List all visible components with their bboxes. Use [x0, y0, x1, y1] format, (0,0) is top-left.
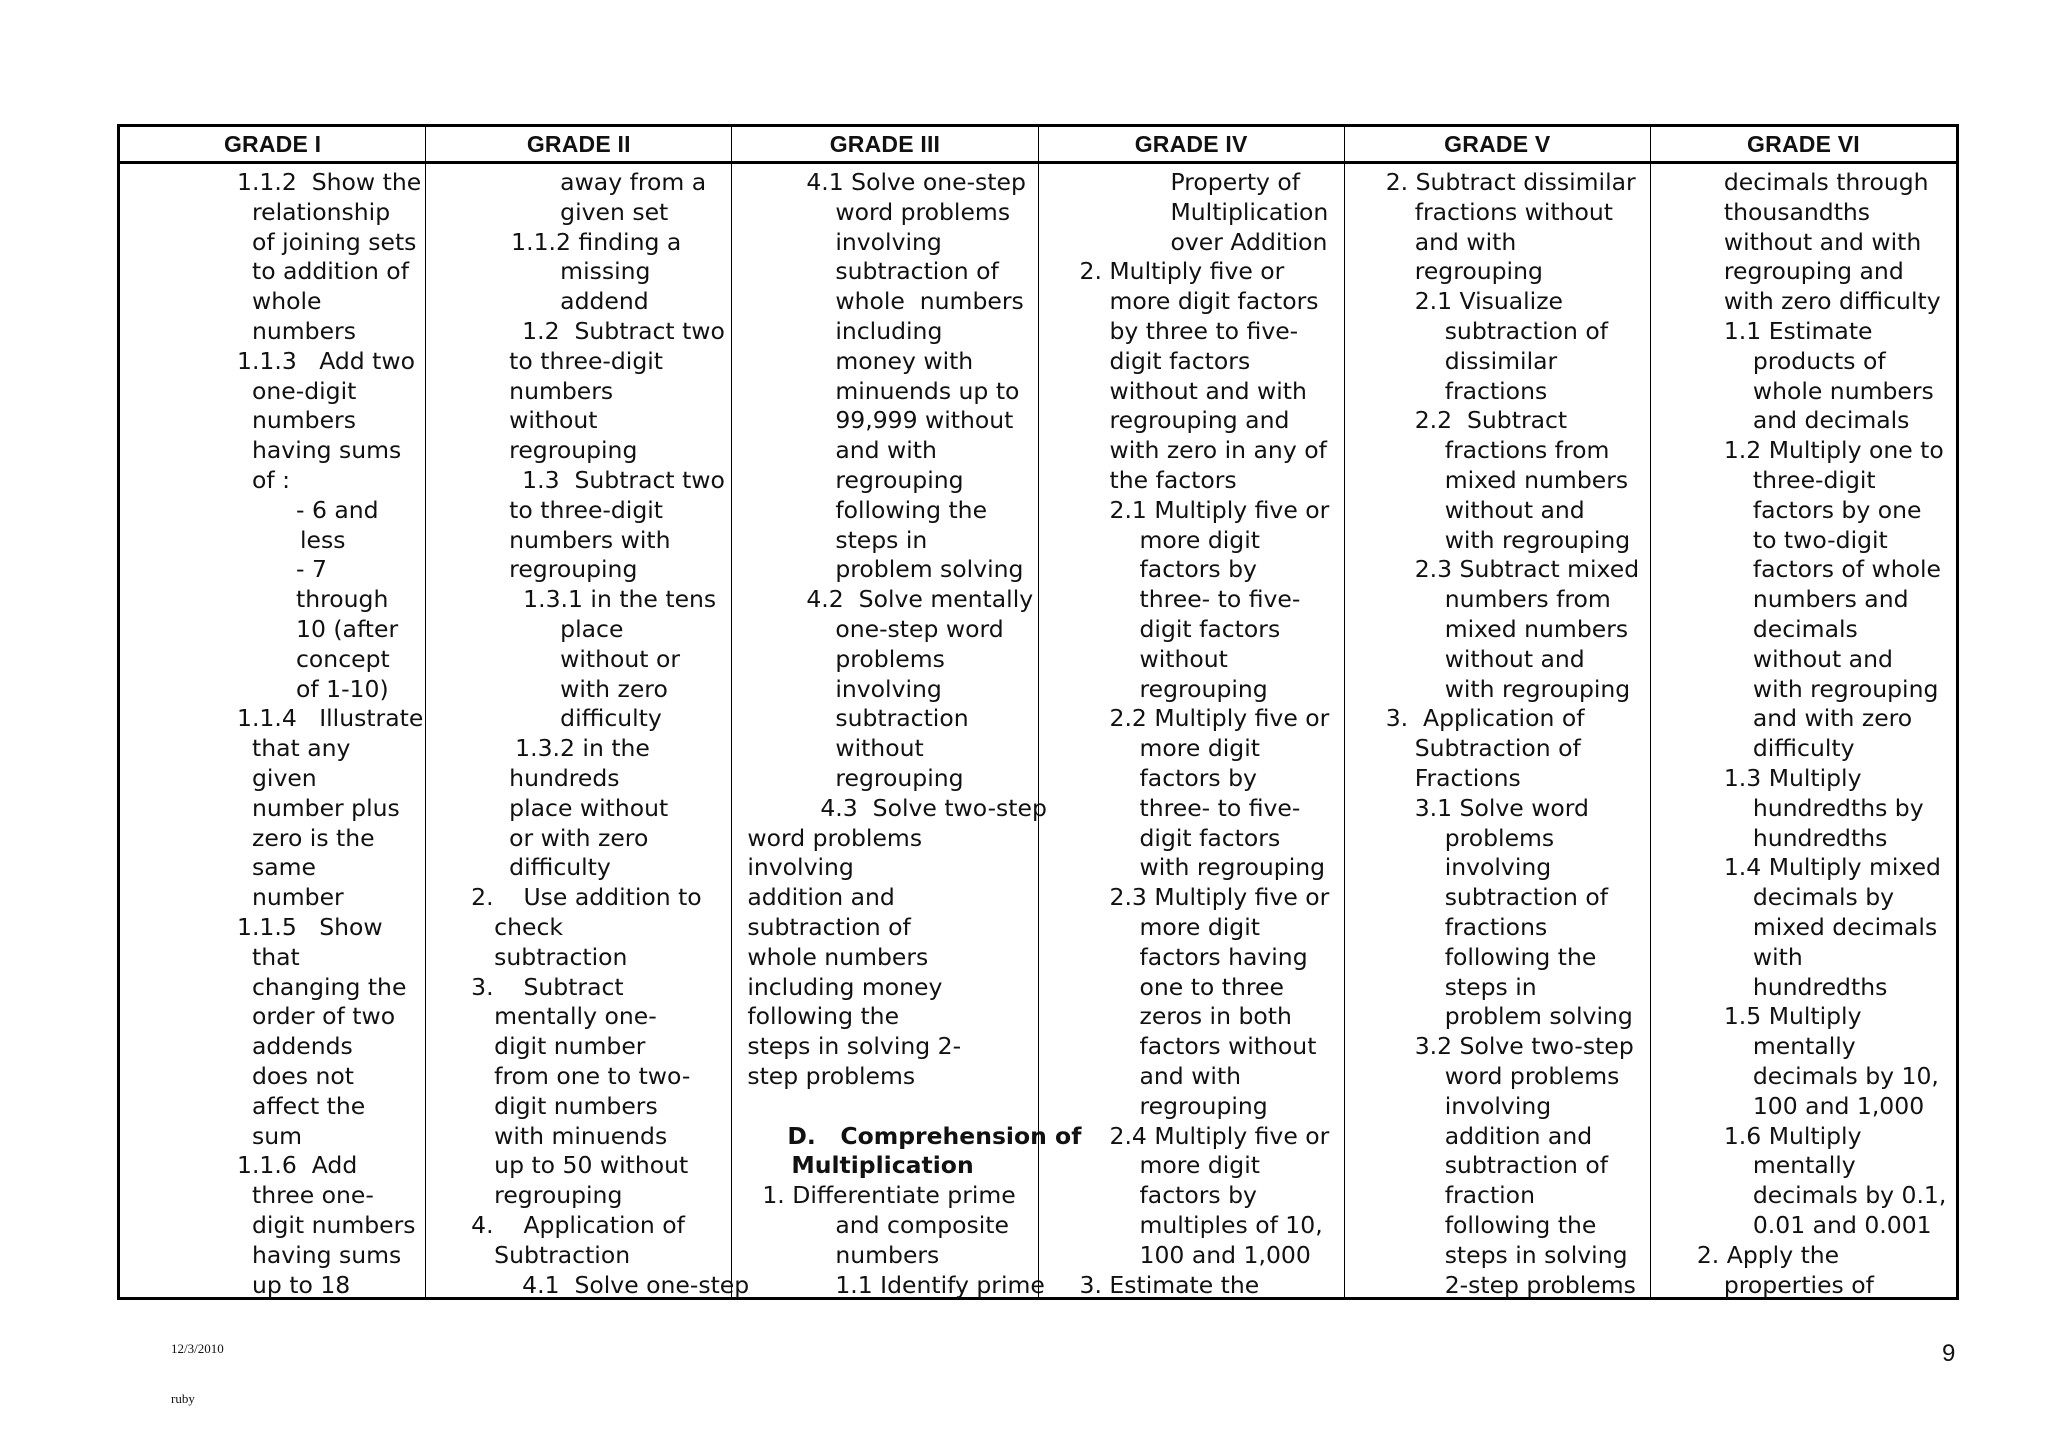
- cell-line: decimals by: [1752, 883, 1895, 912]
- cell-line: numbers with: [509, 525, 671, 554]
- cell-line: regrouping: [509, 436, 638, 465]
- cell-line: factors by: [1139, 555, 1257, 584]
- cell-line: 2. Use addition to: [471, 883, 702, 912]
- cell-line: mixed numbers: [1444, 615, 1629, 643]
- cell-line: products of: [1752, 346, 1886, 375]
- cell-line: 4.3 Solve two-step: [820, 793, 1047, 822]
- cell-line: with zero in any of: [1109, 436, 1327, 465]
- cell-line: 1.1.3 Add two: [237, 346, 415, 375]
- cell-line: involving: [747, 853, 854, 882]
- cell-line: 1.1.4 Illustrate: [237, 704, 424, 733]
- cell-line: including money: [747, 972, 943, 1001]
- cell-line: 100 and 1,000: [1752, 1091, 1925, 1120]
- cell-line: whole: [252, 287, 322, 316]
- cell-line: sum: [252, 1121, 303, 1150]
- cell-line: subtraction of: [1444, 317, 1609, 345]
- cell-line: 3.2 Solve two-step: [1414, 1032, 1634, 1061]
- cell-line: zero is the: [252, 823, 375, 852]
- cell-line: money with: [835, 346, 974, 375]
- cell-line: number: [252, 883, 344, 912]
- cell-line: problem solving: [835, 555, 1024, 584]
- cell-line: involving: [1444, 853, 1552, 882]
- header-grade-3: GRADE III: [731, 127, 1037, 161]
- cell-line: missing: [560, 257, 651, 286]
- cell-line: - 7: [296, 555, 327, 584]
- cell-line: regrouping: [1139, 1091, 1268, 1120]
- cell-line: word problems: [747, 823, 923, 852]
- cell-line: and with: [1139, 1062, 1242, 1090]
- cell-line: 1. Differentiate prime: [762, 1181, 1016, 1210]
- cell-line: 1.5 Multiply: [1723, 1002, 1862, 1031]
- header-grade-6: GRADE VI: [1650, 127, 1956, 161]
- cell-line: more digit factors: [1109, 287, 1319, 316]
- cell-line: without: [509, 406, 598, 435]
- cell-line: place without: [509, 793, 669, 822]
- curriculum-table: [117, 124, 1959, 1300]
- cell-line: following the: [1444, 942, 1597, 971]
- cell-line: steps in solving 2-: [747, 1032, 962, 1061]
- cell-line: regrouping: [494, 1181, 623, 1210]
- cell-line: 2.2 Subtract: [1414, 406, 1568, 435]
- cell-line: fractions: [1444, 913, 1548, 941]
- cell-line: without and: [1752, 644, 1893, 673]
- cell-line: subtraction of: [1444, 883, 1609, 912]
- cell-line: difficulty: [509, 853, 611, 882]
- cell-line: without: [1139, 644, 1228, 673]
- cell-line: and composite: [835, 1211, 1009, 1239]
- cell-line: whole numbers: [1752, 376, 1934, 405]
- cell-line: involving: [1444, 1091, 1552, 1120]
- cell-line: 1.1.2 finding a: [511, 227, 682, 256]
- cell-line: numbers: [509, 376, 614, 405]
- cell-line: one-step word: [835, 615, 1004, 643]
- cell-line: 1.4 Multiply mixed: [1723, 853, 1941, 882]
- cell-line: word problems: [835, 197, 1011, 226]
- cell-line: check: [494, 913, 563, 941]
- cell-line: 1.3 Subtract two: [522, 466, 725, 494]
- cell-line: numbers: [252, 406, 356, 435]
- cell-line: decimals through: [1723, 168, 1929, 196]
- cell-line: by three to five-: [1109, 317, 1299, 345]
- cell-line: to three-digit: [509, 495, 663, 524]
- header-grade-5: GRADE V: [1344, 127, 1650, 161]
- cell-line: D. Comprehension of: [787, 1121, 1082, 1150]
- cell-line: 2.3 Subtract mixed: [1414, 555, 1640, 584]
- cell-line: 1.3.2 in the: [515, 734, 650, 763]
- cell-line: Property of: [1170, 168, 1301, 196]
- table-body-row: [120, 164, 1956, 1297]
- cell-line: up to 50 without: [494, 1151, 689, 1180]
- cell-line: changing the: [252, 972, 407, 1001]
- cell-line: without: [835, 734, 924, 763]
- cell-line: mentally one-: [494, 1002, 657, 1031]
- cell-line: factors without: [1139, 1032, 1317, 1061]
- cell-line: given: [252, 764, 317, 792]
- cell-line: whole numbers: [835, 287, 1024, 316]
- cell-line: decimals by 0.1,: [1752, 1181, 1947, 1210]
- cell-line: of joining sets: [252, 227, 417, 256]
- cell-line: three one-: [252, 1181, 374, 1210]
- cell-line: addends: [252, 1032, 353, 1061]
- cell-line: following the: [747, 1002, 900, 1031]
- cell-line: digit factors: [1139, 823, 1281, 852]
- cell-line: Subtraction: [494, 1240, 631, 1269]
- cell-line: dissimilar: [1444, 346, 1558, 375]
- cell-line: multiples of 10,: [1139, 1211, 1323, 1239]
- cell-line: with regrouping: [1752, 674, 1939, 703]
- cell-line: step problems: [747, 1062, 916, 1090]
- cell-line: 2.1 Multiply five or: [1109, 495, 1330, 524]
- cell-line: with zero difficulty: [1723, 287, 1941, 316]
- cell-line: without and with: [1109, 376, 1307, 405]
- cell-line: more digit: [1139, 1151, 1260, 1180]
- cell-line: regrouping: [835, 466, 964, 494]
- cell-line: given set: [560, 197, 669, 226]
- cell-line: properties of: [1723, 1270, 1874, 1299]
- cell-line: subtraction of: [835, 257, 999, 286]
- cell-line: that any: [252, 734, 351, 763]
- cell-line: over Addition: [1170, 227, 1328, 256]
- cell-line: place: [560, 615, 624, 643]
- cell-line: with regrouping: [1139, 853, 1326, 882]
- cell-line: with minuends: [494, 1121, 668, 1150]
- cell-line: three- to five-: [1139, 585, 1301, 614]
- cell-line: 2.2 Multiply five or: [1109, 704, 1330, 733]
- cell-line: of 1-10): [296, 674, 389, 703]
- cell-line: regrouping: [1139, 674, 1268, 703]
- cell-line: fraction: [1444, 1181, 1535, 1210]
- column-grade-3: [731, 164, 1082, 1299]
- cell-line: fractions without: [1414, 197, 1614, 226]
- cell-line: minuends up to: [835, 376, 1020, 405]
- cell-line: decimals: [1752, 615, 1858, 643]
- cell-line: hundredths: [1752, 823, 1888, 852]
- cell-line: 1.2 Subtract two: [522, 317, 725, 345]
- cell-line: 4.1 Solve one-step: [806, 168, 1026, 196]
- cell-line: zeros in both: [1139, 1002, 1292, 1031]
- cell-line: factors having: [1139, 942, 1308, 971]
- cell-line: 4.1 Solve one-step: [522, 1270, 750, 1299]
- cell-line: 1.3.1 in the tens: [523, 585, 717, 614]
- cell-line: three- to five-: [1139, 793, 1301, 822]
- cell-line: numbers: [252, 317, 356, 345]
- cell-line: 99,999 without: [835, 406, 1014, 435]
- cell-line: 1.1 Estimate: [1723, 317, 1873, 345]
- cell-line: 2. Multiply five or: [1079, 257, 1285, 286]
- cell-line: digit factors: [1109, 346, 1251, 375]
- cell-line: and with: [1414, 227, 1517, 256]
- cell-line: problems: [835, 644, 945, 673]
- cell-line: 100 and 1,000: [1139, 1240, 1311, 1269]
- cell-line: without or: [560, 644, 681, 673]
- cell-line: fractions: [1444, 376, 1548, 405]
- cell-line: steps in: [835, 525, 928, 554]
- cell-line: subtraction: [835, 704, 969, 733]
- column-grade-6: [1650, 164, 1956, 1297]
- cell-line: mentally: [1752, 1151, 1856, 1180]
- column-grade-1: [120, 164, 425, 1297]
- cell-line: hundreds: [509, 764, 620, 792]
- cell-line: with: [1752, 942, 1803, 971]
- cell-line: mixed numbers: [1444, 466, 1629, 494]
- cell-line: fractions from: [1444, 436, 1610, 465]
- cell-line: and decimals: [1752, 406, 1910, 435]
- cell-line: of :: [252, 466, 291, 494]
- cell-line: relationship: [252, 197, 391, 226]
- cell-line: 3. Estimate the: [1079, 1270, 1260, 1299]
- cell-line: Subtraction of: [1414, 734, 1581, 763]
- cell-line: problems: [1444, 823, 1555, 852]
- cell-line: 2. Subtract dissimilar: [1385, 168, 1636, 196]
- cell-line: digit numbers: [494, 1091, 658, 1120]
- cell-line: decimals by 10,: [1752, 1062, 1939, 1090]
- cell-line: 2.1 Visualize: [1414, 287, 1564, 316]
- cell-line: 1.1.5 Show: [237, 913, 383, 941]
- cell-line: without and: [1444, 644, 1585, 673]
- cell-line: regrouping: [509, 555, 638, 584]
- cell-line: through: [296, 585, 389, 614]
- cell-line: one-digit: [252, 376, 357, 405]
- cell-line: 4.2 Solve mentally: [806, 585, 1034, 614]
- table-header-row: [120, 127, 1956, 164]
- cell-line: addition and: [1444, 1121, 1593, 1150]
- column-grade-5: [1344, 164, 1650, 1297]
- cell-line: subtraction of: [747, 913, 911, 941]
- cell-line: numbers and: [1752, 585, 1909, 614]
- cell-line: involving: [835, 227, 942, 256]
- cell-line: 2.3 Multiply five or: [1109, 883, 1330, 912]
- cell-line: 3. Application of: [1385, 704, 1585, 733]
- cell-line: 1.3 Multiply: [1723, 764, 1862, 792]
- cell-line: addition and: [747, 883, 895, 912]
- cell-line: difficulty: [1752, 734, 1855, 763]
- cell-line: regrouping and: [1109, 406, 1290, 435]
- cell-line: Fractions: [1414, 764, 1521, 792]
- cell-line: 2-step problems: [1444, 1270, 1636, 1299]
- cell-line: steps in: [1444, 972, 1537, 1001]
- cell-line: digit number: [494, 1032, 646, 1061]
- cell-line: 3.1 Solve word: [1414, 793, 1589, 822]
- cell-line: whole numbers: [747, 942, 929, 971]
- cell-line: does not: [252, 1062, 354, 1090]
- cell-line: factors by one: [1752, 495, 1922, 524]
- cell-line: less: [300, 525, 346, 554]
- cell-line: 3. Subtract: [471, 972, 624, 1001]
- cell-line: from one to two-: [494, 1062, 691, 1090]
- cell-line: factors by: [1139, 764, 1257, 792]
- header-grade-4: GRADE IV: [1038, 127, 1344, 161]
- cell-line: concept: [296, 644, 390, 673]
- cell-line: and with zero: [1752, 704, 1913, 733]
- cell-line: with zero: [560, 674, 668, 703]
- cell-line: mixed decimals: [1752, 913, 1938, 941]
- cell-line: subtraction of: [1444, 1151, 1609, 1180]
- cell-line: including: [835, 317, 943, 345]
- cell-line: difficulty: [560, 704, 662, 733]
- cell-line: following the: [1444, 1211, 1597, 1239]
- cell-line: without and: [1444, 495, 1585, 524]
- cell-line: regrouping: [835, 764, 964, 792]
- cell-line: problem solving: [1444, 1002, 1633, 1031]
- cell-line: the factors: [1109, 466, 1237, 494]
- header-grade-2: GRADE II: [425, 127, 731, 161]
- cell-line: mentally: [1752, 1032, 1856, 1061]
- cell-line: order of two: [252, 1002, 396, 1031]
- cell-line: factors by: [1139, 1181, 1257, 1210]
- cell-line: factors of whole: [1752, 555, 1942, 584]
- footer-author: ruby: [171, 1391, 195, 1406]
- footer-date: 12/3/2010: [171, 1341, 224, 1356]
- cell-line: hundredths by: [1752, 793, 1924, 822]
- page-number: 9: [1942, 1340, 1956, 1367]
- cell-line: number plus: [252, 793, 400, 822]
- cell-line: 1.2 Multiply one to: [1723, 436, 1944, 465]
- cell-line: hundredths: [1752, 972, 1888, 1001]
- cell-line: numbers: [835, 1240, 940, 1269]
- cell-line: without and with: [1723, 227, 1922, 256]
- cell-line: Multiplication: [791, 1151, 974, 1180]
- cell-line: away from a: [560, 168, 707, 196]
- cell-line: 10 (after: [296, 615, 399, 643]
- cell-line: digit numbers: [252, 1211, 416, 1239]
- cell-line: up to 18: [252, 1270, 351, 1299]
- cell-line: 4. Application of: [471, 1211, 685, 1239]
- cell-line: digit factors: [1139, 615, 1281, 643]
- cell-line: addend: [560, 287, 649, 316]
- column-grade-4: [1038, 164, 1344, 1297]
- header-grade-1: GRADE I: [223, 131, 322, 157]
- cell-line: same: [252, 853, 316, 882]
- cell-line: that: [252, 942, 300, 971]
- cell-line: regrouping and: [1723, 257, 1904, 286]
- cell-line: following the: [835, 495, 988, 524]
- cell-line: to two-digit: [1752, 525, 1888, 554]
- cell-line: to three-digit: [509, 346, 663, 375]
- cell-line: one to three: [1139, 972, 1284, 1001]
- cell-line: 1.1 Identify prime: [835, 1270, 1045, 1299]
- cell-line: with regrouping: [1444, 674, 1631, 703]
- cell-line: with regrouping: [1444, 525, 1631, 554]
- cell-line: and with: [835, 436, 937, 465]
- cell-line: steps in solving: [1444, 1240, 1628, 1269]
- cell-line: word problems: [1444, 1062, 1620, 1090]
- cell-line: 2.4 Multiply five or: [1109, 1121, 1330, 1150]
- cell-line: having sums: [252, 1240, 402, 1269]
- cell-line: regrouping: [1414, 257, 1543, 286]
- cell-line: Multiplication: [1170, 197, 1329, 226]
- cell-line: to addition of: [252, 257, 409, 286]
- cell-line: 1.1.2 Show the: [237, 168, 422, 196]
- column-grade-2: [425, 164, 750, 1299]
- cell-line: involving: [835, 674, 942, 703]
- cell-line: 0.01 and 0.001: [1752, 1211, 1932, 1239]
- cell-line: - 6 and: [296, 495, 379, 524]
- cell-line: 1.1.6 Add: [237, 1151, 358, 1180]
- cell-line: having sums: [252, 436, 402, 465]
- cell-line: numbers from: [1444, 585, 1611, 614]
- cell-line: more digit: [1139, 734, 1260, 763]
- cell-line: more digit: [1139, 525, 1260, 554]
- cell-line: thousandths: [1723, 197, 1871, 226]
- cell-line: subtraction: [494, 942, 628, 971]
- cell-line: affect the: [252, 1091, 366, 1120]
- cell-line: more digit: [1139, 913, 1260, 941]
- cell-line: 2. Apply the: [1696, 1240, 1840, 1269]
- cell-line: 1.6 Multiply: [1723, 1121, 1862, 1150]
- cell-line: three-digit: [1752, 466, 1876, 494]
- cell-line: or with zero: [509, 823, 649, 852]
